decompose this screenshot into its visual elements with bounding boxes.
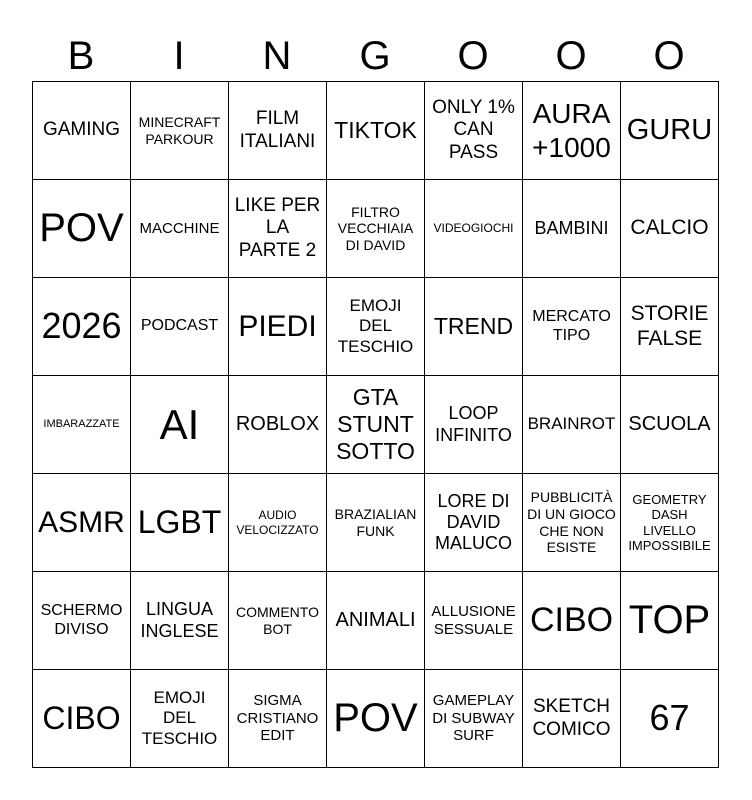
header-letter: O (457, 33, 489, 78)
bingo-cell[interactable]: TIKTOK (327, 82, 425, 180)
bingo-cell[interactable]: MERCATO TIPO (523, 278, 621, 376)
bingo-cell[interactable]: BRAZIALIAN FUNK (327, 474, 425, 572)
bingo-cell[interactable]: ROBLOX (229, 376, 327, 474)
bingo-cell[interactable]: SCUOLA (621, 376, 719, 474)
bingo-cell[interactable]: IMBARAZZATE (33, 376, 131, 474)
bingo-cell[interactable]: ANIMALI (327, 572, 425, 670)
bingo-cell[interactable]: VIDEOGIOCHI (425, 180, 523, 278)
bingo-grid (32, 81, 719, 768)
bingo-cell[interactable]: POV (327, 670, 425, 768)
bingo-cell[interactable]: TOP (621, 572, 719, 670)
bingo-cell[interactable]: GEOMETRY DASH LIVELLO IMPOSSIBILE (621, 474, 719, 572)
bingo-cell[interactable]: GAMEPLAY DI SUBWAY SURF (425, 670, 523, 768)
bingo-cell[interactable]: PIEDI (229, 278, 327, 376)
bingo-cell[interactable]: LORE DI DAVID MALUCO (425, 474, 523, 572)
bingo-cell[interactable]: PODCAST (131, 278, 229, 376)
header-letter: B (67, 33, 95, 78)
bingo-cell[interactable]: AURA +1000 (523, 82, 621, 180)
bingo-cell[interactable]: PUBBLICITÀ DI UN GIOCO CHE NON ESISTE (523, 474, 621, 572)
bingo-cell[interactable]: 2026 (33, 278, 131, 376)
bingo-cell[interactable]: FILTRO VECCHIAIA DI DAVID (327, 180, 425, 278)
bingo-cell[interactable]: BAMBINI (523, 180, 621, 278)
bingo-cell[interactable]: CIBO (33, 670, 131, 768)
bingo-cell[interactable]: CALCIO (621, 180, 719, 278)
bingo-cell[interactable]: EMOJI DEL TESCHIO (131, 670, 229, 768)
bingo-cell[interactable]: CIBO (523, 572, 621, 670)
bingo-cell[interactable]: LIKE PER LA PARTE 2 (229, 180, 327, 278)
header-letter: O (653, 33, 685, 78)
bingo-cell[interactable]: SCHERMO DIVISO (33, 572, 131, 670)
bingo-cell[interactable]: EMOJI DEL TESCHIO (327, 278, 425, 376)
bingo-cell[interactable]: LINGUA INGLESE (131, 572, 229, 670)
bingo-cell[interactable]: SIGMA CRISTIANO EDIT (229, 670, 327, 768)
bingo-cell[interactable]: AUDIO VELOCIZZATO (229, 474, 327, 572)
bingo-cell[interactable]: TREND (425, 278, 523, 376)
bingo-cell[interactable]: BRAINROT (523, 376, 621, 474)
bingo-cell[interactable]: GTA STUNT SOTTO (327, 376, 425, 474)
header-letter: O (555, 33, 587, 78)
bingo-cell[interactable]: MINECRAFT PARKOUR (131, 82, 229, 180)
header-letter: N (262, 33, 292, 78)
bingo-cell[interactable]: GURU (621, 82, 719, 180)
bingo-cell[interactable]: COMMENTO BOT (229, 572, 327, 670)
bingo-cell[interactable]: MACCHINE (131, 180, 229, 278)
header-letter: I (173, 33, 185, 78)
bingo-cell[interactable]: STORIE FALSE (621, 278, 719, 376)
bingo-header (32, 28, 718, 84)
bingo-cell[interactable]: ASMR (33, 474, 131, 572)
bingo-cell[interactable]: POV (33, 180, 131, 278)
bingo-cell[interactable]: LOOP INFINITO (425, 376, 523, 474)
bingo-cell[interactable]: SKETCH COMICO (523, 670, 621, 768)
bingo-cell[interactable]: GAMING (33, 82, 131, 180)
header-letter: G (359, 33, 391, 78)
bingo-cell[interactable]: FILM ITALIANI (229, 82, 327, 180)
bingo-cell[interactable]: ONLY 1% CAN PASS (425, 82, 523, 180)
bingo-cell[interactable]: 67 (621, 670, 719, 768)
bingo-cell[interactable]: AI (131, 376, 229, 474)
bingo-cell[interactable]: ALLUSIONE SESSUALE (425, 572, 523, 670)
bingo-cell[interactable]: LGBT (131, 474, 229, 572)
